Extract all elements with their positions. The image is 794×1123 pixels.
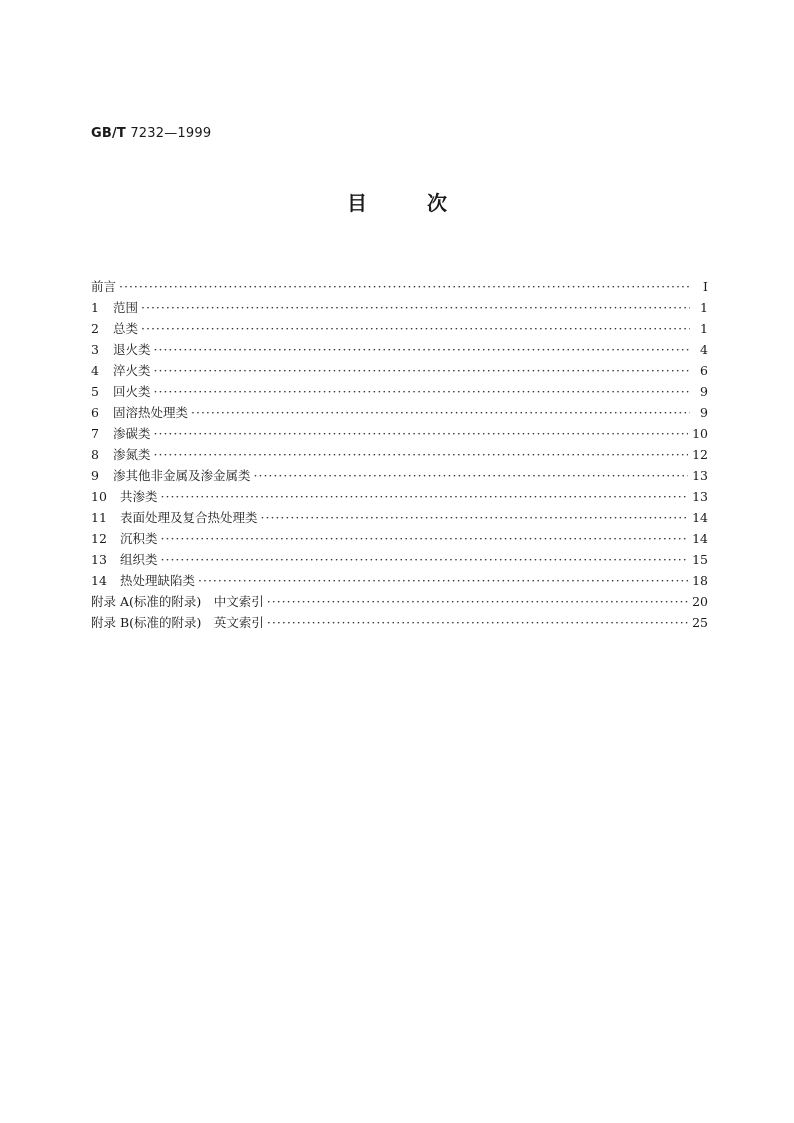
toc-entry-label bbox=[91, 402, 188, 423]
toc-entry-page: 10 bbox=[692, 426, 708, 441]
toc-entry-7[interactable] bbox=[91, 423, 708, 444]
toc-entry-page: 4 bbox=[700, 342, 708, 357]
toc-entry-label bbox=[91, 570, 195, 591]
toc-entry-label bbox=[91, 381, 151, 402]
toc-entry-title: 沉积类 bbox=[120, 531, 158, 546]
toc-entry-13[interactable] bbox=[91, 549, 708, 570]
table-of-contents bbox=[91, 276, 708, 633]
toc-entry-page: Ⅰ bbox=[703, 279, 708, 294]
dot-leader bbox=[161, 486, 689, 507]
toc-entry-page: 12 bbox=[692, 447, 708, 462]
toc-entry-page: 1 bbox=[700, 300, 708, 315]
toc-entry-number: 13 bbox=[91, 552, 107, 567]
toc-entry-number: 3 bbox=[91, 342, 99, 357]
dot-leader bbox=[161, 549, 689, 570]
toc-entry-title: 共渗类 bbox=[120, 489, 158, 504]
dot-leader bbox=[191, 402, 690, 423]
toc-entry-page: 25 bbox=[692, 615, 708, 630]
toc-entry-label bbox=[91, 318, 138, 339]
toc-entry-title: 淬火类 bbox=[113, 363, 151, 378]
toc-entry-6[interactable] bbox=[91, 402, 708, 423]
dot-leader bbox=[154, 444, 689, 465]
dot-leader bbox=[261, 507, 689, 528]
toc-entry-label bbox=[91, 549, 158, 570]
toc-entry-title: 回火类 bbox=[113, 384, 151, 399]
toc-entry-page: 14 bbox=[692, 510, 708, 525]
toc-entry-label bbox=[91, 591, 264, 612]
toc-entry-title: 渗氮类 bbox=[113, 447, 151, 462]
dot-leader bbox=[254, 465, 689, 486]
toc-entry-page: 1 bbox=[700, 321, 708, 336]
toc-entry-page: 9 bbox=[700, 384, 708, 399]
dot-leader bbox=[141, 318, 690, 339]
toc-entry-label bbox=[91, 339, 151, 360]
toc-entry-label bbox=[91, 423, 151, 444]
standard-code-prefix: GB/T bbox=[91, 126, 126, 141]
toc-entry-number: 6 bbox=[91, 405, 99, 420]
toc-entry-label bbox=[91, 444, 151, 465]
toc-entry-1[interactable] bbox=[91, 297, 708, 318]
toc-entry-4[interactable] bbox=[91, 360, 708, 381]
toc-entry-page: 13 bbox=[692, 468, 708, 483]
toc-entry-page: 15 bbox=[692, 552, 708, 567]
dot-leader bbox=[154, 381, 690, 402]
toc-entry-number: 12 bbox=[91, 531, 107, 546]
toc-entry-label bbox=[91, 276, 116, 297]
toc-entry-page: 9 bbox=[700, 405, 708, 420]
dot-leader bbox=[141, 297, 690, 318]
toc-entry-14[interactable] bbox=[91, 570, 708, 591]
toc-entry-label bbox=[91, 465, 251, 486]
toc-entry-5[interactable] bbox=[91, 381, 708, 402]
toc-entry-2[interactable] bbox=[91, 318, 708, 339]
toc-entry-appendix-a[interactable] bbox=[91, 591, 708, 612]
standard-code bbox=[91, 126, 211, 141]
dot-leader bbox=[198, 570, 688, 591]
toc-entry-11[interactable] bbox=[91, 507, 708, 528]
toc-entry-12[interactable] bbox=[91, 528, 708, 549]
toc-entry-title: 附录 A(标准的附录) 中文索引 bbox=[91, 594, 264, 609]
toc-entry-10[interactable] bbox=[91, 486, 708, 507]
toc-entry-number: 9 bbox=[91, 468, 99, 483]
toc-entry-8[interactable] bbox=[91, 444, 708, 465]
toc-entry-label bbox=[91, 507, 258, 528]
toc-entry-label bbox=[91, 612, 264, 633]
dot-leader bbox=[161, 528, 689, 549]
toc-entry-title: 表面处理及复合热处理类 bbox=[120, 510, 258, 525]
toc-entry-page: 20 bbox=[692, 594, 708, 609]
toc-entry-9[interactable] bbox=[91, 465, 708, 486]
standard-code-number: 7232—1999 bbox=[126, 126, 212, 141]
toc-entry-title: 总类 bbox=[113, 321, 139, 336]
page-title: 目次 bbox=[347, 191, 507, 215]
toc-entry-number: 1 bbox=[91, 300, 99, 315]
toc-entry-number: 5 bbox=[91, 384, 99, 399]
toc-entry-label bbox=[91, 297, 138, 318]
dot-leader bbox=[267, 591, 688, 612]
toc-entry-number: 8 bbox=[91, 447, 99, 462]
toc-entry-number: 11 bbox=[91, 510, 107, 525]
toc-entry-title: 附录 B(标准的附录) 英文索引 bbox=[91, 615, 264, 630]
toc-entry-label bbox=[91, 486, 158, 507]
toc-entry-number: 2 bbox=[91, 321, 99, 336]
toc-entry-foreword[interactable] bbox=[91, 276, 708, 297]
dot-leader bbox=[267, 612, 688, 633]
dot-leader bbox=[119, 276, 690, 297]
toc-entry-label bbox=[91, 528, 158, 549]
toc-entry-title: 固溶热处理类 bbox=[113, 405, 189, 420]
toc-entry-title: 前言 bbox=[91, 279, 117, 294]
toc-entry-title: 组织类 bbox=[120, 552, 158, 567]
toc-entry-title: 热处理缺陷类 bbox=[120, 573, 196, 588]
dot-leader bbox=[154, 339, 690, 360]
toc-entry-number: 7 bbox=[91, 426, 99, 441]
toc-entry-page: 14 bbox=[692, 531, 708, 546]
toc-entry-number: 10 bbox=[91, 489, 107, 504]
toc-entry-title: 范围 bbox=[113, 300, 139, 315]
toc-entry-page: 18 bbox=[692, 573, 708, 588]
toc-entry-title: 退火类 bbox=[113, 342, 151, 357]
toc-entry-page: 13 bbox=[692, 489, 708, 504]
toc-entry-appendix-b[interactable] bbox=[91, 612, 708, 633]
toc-entry-number: 4 bbox=[91, 363, 99, 378]
toc-entry-label bbox=[91, 360, 151, 381]
toc-entry-number: 14 bbox=[91, 573, 107, 588]
toc-entry-3[interactable] bbox=[91, 339, 708, 360]
dot-leader bbox=[154, 423, 689, 444]
toc-entry-title: 渗碳类 bbox=[113, 426, 151, 441]
toc-entry-page: 6 bbox=[700, 363, 708, 378]
dot-leader bbox=[154, 360, 690, 381]
toc-entry-title: 渗其他非金属及渗金属类 bbox=[113, 468, 251, 483]
